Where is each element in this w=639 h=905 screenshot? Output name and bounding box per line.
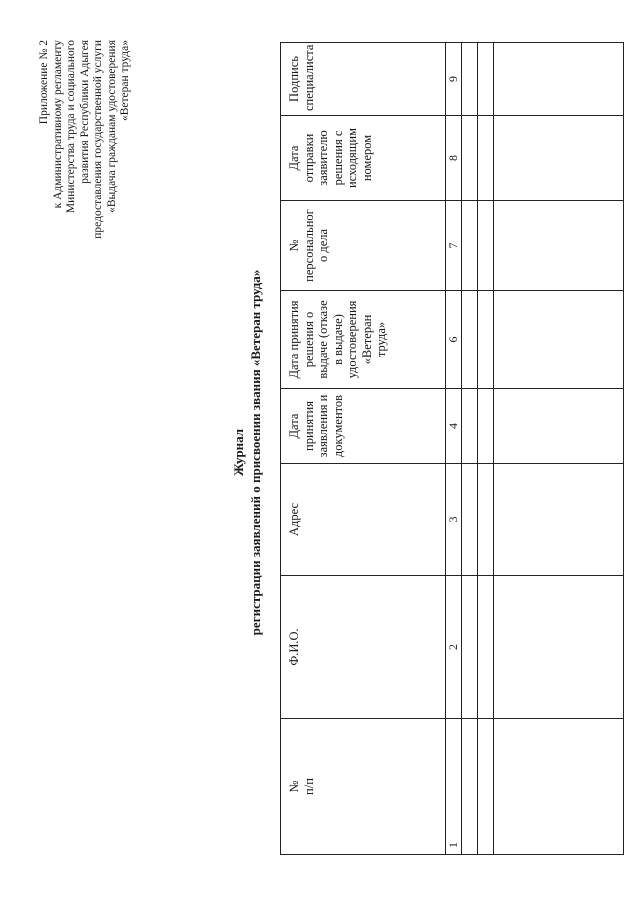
table-cell	[494, 201, 624, 291]
appendix-line: «Ветеран труда»	[119, 40, 131, 122]
table-cell	[462, 291, 478, 389]
table-cell	[462, 116, 478, 201]
table-cell	[462, 719, 478, 855]
table-cell	[462, 201, 478, 291]
table-cell	[494, 464, 624, 576]
table-row	[478, 43, 494, 855]
appendix-line: «Выдача гражданам удостоверения	[105, 40, 118, 213]
table-cell	[494, 389, 624, 464]
appendix-line: развития Республики Адыгея	[78, 40, 91, 184]
column-number-cell: 7	[446, 201, 462, 291]
header-cell-fio: Ф.И.О.	[281, 576, 446, 719]
appendix-line: Министерства труда и социального	[65, 40, 77, 214]
table-cell	[478, 201, 494, 291]
table-cell	[478, 576, 494, 719]
table-cell	[462, 464, 478, 576]
column-number-cell: 3	[446, 464, 462, 576]
table-cell	[478, 43, 494, 116]
column-number-cell: 8	[446, 116, 462, 201]
table-cell	[494, 719, 624, 855]
table-cell	[494, 43, 624, 116]
table-header-row	[281, 43, 446, 855]
table-cell	[478, 116, 494, 201]
journal-title-line1: Журнал	[231, 429, 246, 476]
header-cell-signature: Подпись специалиста	[281, 43, 446, 116]
table-row	[462, 43, 478, 855]
table-cell	[478, 389, 494, 464]
header-cell-number: № п/п	[281, 719, 446, 855]
header-cell-address: Адрес	[281, 464, 446, 576]
table-cell	[462, 389, 478, 464]
table-row	[494, 43, 624, 855]
table-cell	[462, 43, 478, 116]
appendix-block	[38, 40, 133, 500]
header-cell-decision-date: Дата принятия решения о выдаче (отказе в выдаче) удостоверения «Ветеран труда»	[281, 291, 446, 389]
table-cell	[462, 576, 478, 719]
column-number-cell: 1	[446, 719, 462, 855]
column-number-cell: 9	[446, 43, 462, 116]
header-cell-personal-file: № персональног о дела	[281, 201, 446, 291]
appendix-line: Приложение № 2	[38, 40, 50, 125]
table-cell	[478, 291, 494, 389]
appendix-line: предоставления государственной услуги	[92, 40, 104, 239]
table-cell	[478, 719, 494, 855]
header-cell-application-date: Дата принятия заявления и документов	[281, 389, 446, 464]
table-cell	[494, 291, 624, 389]
table-cell	[494, 576, 624, 719]
column-number-cell: 2	[446, 576, 462, 719]
table-number-row	[446, 43, 462, 855]
appendix-line: к Административному регламенту	[51, 40, 64, 209]
journal-title	[230, 0, 264, 905]
register-table	[280, 42, 624, 855]
table-cell	[478, 464, 494, 576]
journal-title-line2: регистрации заявлений о присвоении звания «Ветеран труда»	[248, 269, 263, 636]
table-cell	[494, 116, 624, 201]
header-cell-dispatch-date: Дата отправки заявителю решения с исходящим номером	[281, 116, 446, 201]
column-number-cell: 6	[446, 291, 462, 389]
column-number-cell: 4	[446, 389, 462, 464]
